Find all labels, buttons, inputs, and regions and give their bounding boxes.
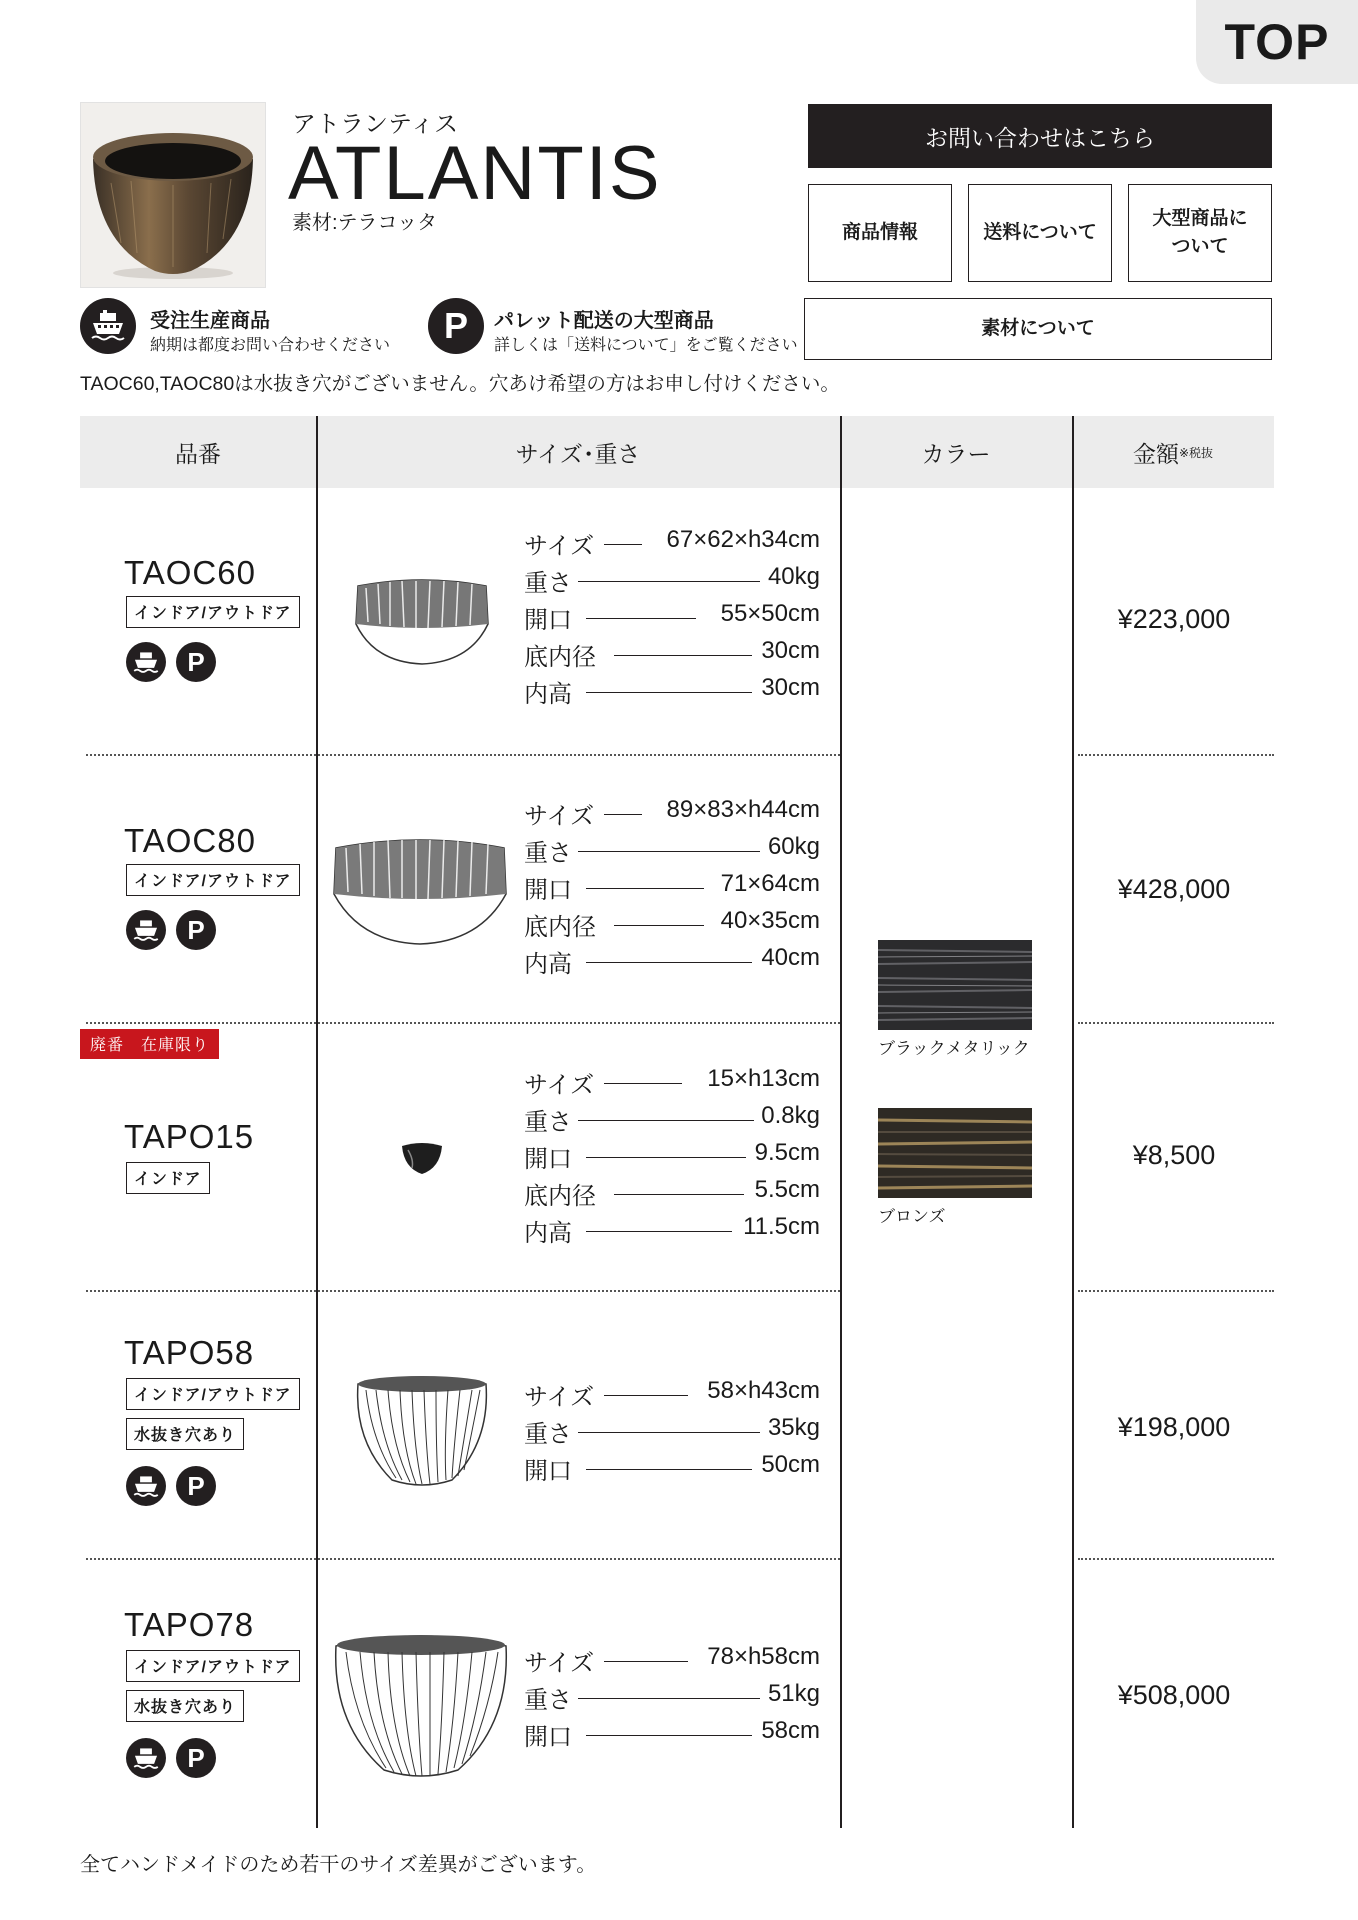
spec-value: 9.5cm bbox=[754, 1139, 820, 1166]
ship-icon bbox=[126, 1738, 166, 1778]
drain-hole-notice: TAOC60,TAOC80は水抜き穴がございません。穴あけ希望の方はお申し付けください。 bbox=[80, 373, 840, 395]
row-separator bbox=[86, 1558, 840, 1560]
price: ¥508,000 bbox=[1117, 1680, 1231, 1710]
pot-illustration bbox=[352, 572, 492, 671]
spec-value: 35kg bbox=[767, 1414, 820, 1441]
product-photo bbox=[80, 102, 266, 288]
product-info-button[interactable]: 商品情報 bbox=[808, 184, 952, 282]
pallet-title: パレット配送の大型商品 bbox=[494, 310, 714, 332]
pot-illustration bbox=[400, 1140, 444, 1181]
row-separator bbox=[1078, 1558, 1274, 1560]
product-material: 素材:テラコッタ bbox=[292, 212, 438, 234]
color-swatch-bronze bbox=[878, 1108, 1032, 1198]
spec-value: 15×h13cm bbox=[707, 1065, 820, 1092]
spec-label: 内高 bbox=[524, 1220, 572, 1247]
header-price-label: 金額 bbox=[1132, 440, 1179, 467]
usage-tag: インドア/アウトドア bbox=[126, 1378, 300, 1410]
material-button[interactable]: 素材について bbox=[804, 298, 1272, 360]
spec-label: 重さ bbox=[524, 840, 572, 867]
spec-label: 底内径 bbox=[524, 914, 596, 941]
discontinued-badge: 廃番 在庫限り bbox=[80, 1029, 219, 1059]
large-items-label-1: 大型商品に bbox=[1152, 207, 1248, 229]
pot-illustration bbox=[330, 1628, 512, 1787]
ship-icon bbox=[126, 642, 166, 682]
row-separator bbox=[1078, 754, 1274, 756]
header-color: カラー bbox=[921, 440, 991, 467]
header-price bbox=[1072, 416, 1274, 488]
footer-note: 全てハンドメイドのため若干のサイズ差異がございます。 bbox=[80, 1854, 597, 1876]
spec-value: 40cm bbox=[761, 944, 820, 971]
spec-value: 11.5cm bbox=[743, 1213, 820, 1240]
spec-label: 開口 bbox=[524, 1724, 572, 1751]
price: ¥428,000 bbox=[1117, 874, 1231, 904]
header-code: 品番 bbox=[175, 440, 221, 467]
product-code: TAPO15 bbox=[124, 1118, 255, 1155]
spec-value: 58cm bbox=[761, 1717, 820, 1744]
drain-hole-tag: 水抜き穴あり bbox=[126, 1690, 244, 1722]
spec-value: 58×h43cm bbox=[707, 1377, 820, 1404]
spec-label: 重さ bbox=[524, 570, 572, 597]
drain-hole-tag: 水抜き穴あり bbox=[126, 1418, 244, 1450]
pallet-icon: P bbox=[176, 1466, 216, 1506]
ship-icon bbox=[126, 910, 166, 950]
ship-icon bbox=[126, 1466, 166, 1506]
large-items-button[interactable] bbox=[1128, 184, 1272, 282]
spec-label: 開口 bbox=[524, 1146, 572, 1173]
spec-value: 51kg bbox=[767, 1680, 820, 1707]
row-separator bbox=[86, 1290, 840, 1292]
spec-value: 89×83×h44cm bbox=[666, 796, 820, 823]
spec-value: 40kg bbox=[767, 563, 820, 590]
pallet-icon: P bbox=[428, 298, 484, 354]
row-separator bbox=[86, 1022, 840, 1024]
top-link[interactable]: TOP bbox=[1196, 0, 1358, 84]
spec-value: 67×62×h34cm bbox=[666, 526, 820, 553]
color-name: ブラックメタリック bbox=[878, 1039, 1030, 1058]
made-to-order-title: 受注生産商品 bbox=[150, 310, 270, 332]
color-name: ブロンズ bbox=[878, 1207, 946, 1226]
row-separator bbox=[1078, 1290, 1274, 1292]
spec-value: 78×h58cm bbox=[707, 1643, 820, 1670]
spec-label: サイズ bbox=[524, 1384, 595, 1411]
spec-label: 内高 bbox=[524, 951, 572, 978]
shipping-button[interactable]: 送料について bbox=[968, 184, 1112, 282]
pallet-icon: P bbox=[176, 642, 216, 682]
spec-value: 71×64cm bbox=[720, 870, 820, 897]
spec-label: サイズ bbox=[524, 803, 595, 830]
pot-illustration bbox=[330, 830, 510, 951]
ship-icon bbox=[80, 298, 136, 354]
spec-label: 内高 bbox=[524, 681, 572, 708]
usage-tag: インドア bbox=[126, 1162, 210, 1194]
row-separator bbox=[1078, 1022, 1274, 1024]
usage-tag: インドア/アウトドア bbox=[126, 864, 300, 896]
spec-value: 0.8kg bbox=[761, 1102, 820, 1129]
pallet-sub: 詳しくは「送料について」をご覧ください bbox=[494, 337, 798, 354]
price: ¥198,000 bbox=[1117, 1412, 1231, 1442]
spec-value: 50cm bbox=[761, 1451, 820, 1478]
product-name: ATLANTIS bbox=[288, 131, 662, 216]
spec-label: 開口 bbox=[524, 607, 572, 634]
usage-tag: インドア/アウトドア bbox=[126, 596, 300, 628]
contact-button[interactable]: お問い合わせはこちら bbox=[808, 104, 1272, 168]
color-swatch-black-metallic bbox=[878, 940, 1032, 1030]
spec-label: 重さ bbox=[524, 1109, 572, 1136]
spec-value: 40×35cm bbox=[720, 907, 820, 934]
pallet-icon: P bbox=[176, 910, 216, 950]
spec-label: サイズ bbox=[524, 533, 595, 560]
large-items-label-2: ついて bbox=[1171, 236, 1229, 257]
spec-value: 60kg bbox=[767, 833, 820, 860]
product-code: TAOC60 bbox=[124, 554, 256, 591]
spec-label: 底内径 bbox=[524, 1183, 596, 1210]
pot-illustration bbox=[352, 1372, 492, 1495]
product-kana: アトランティス bbox=[292, 111, 459, 138]
spec-value: 5.5cm bbox=[754, 1176, 820, 1203]
product-code: TAPO58 bbox=[124, 1334, 255, 1371]
header-price-note: ※税抜 bbox=[1178, 445, 1214, 460]
product-code: TAOC80 bbox=[124, 822, 256, 859]
price: ¥223,000 bbox=[1117, 604, 1231, 634]
spec-label: 重さ bbox=[524, 1421, 572, 1448]
spec-label: 重さ bbox=[524, 1687, 572, 1714]
column-divider bbox=[840, 416, 842, 1828]
spec-label: 開口 bbox=[524, 877, 572, 904]
spec-label: 開口 bbox=[524, 1458, 572, 1485]
pallet-icon: P bbox=[176, 1738, 216, 1778]
spec-label: 底内径 bbox=[524, 644, 596, 671]
header-size: サイズ･重さ bbox=[515, 440, 641, 467]
spec-value: 30cm bbox=[761, 674, 820, 701]
column-divider bbox=[316, 416, 318, 1828]
usage-tag: インドア/アウトドア bbox=[126, 1650, 300, 1682]
price: ¥8,500 bbox=[1132, 1140, 1216, 1170]
spec-value: 55×50cm bbox=[720, 600, 820, 627]
made-to-order-sub: 納期は都度お問い合わせください bbox=[150, 337, 391, 354]
row-separator bbox=[86, 754, 840, 756]
spec-label: サイズ bbox=[524, 1072, 595, 1099]
product-code: TAPO78 bbox=[124, 1606, 255, 1643]
spec-value: 30cm bbox=[761, 637, 820, 664]
spec-label: サイズ bbox=[524, 1650, 595, 1677]
